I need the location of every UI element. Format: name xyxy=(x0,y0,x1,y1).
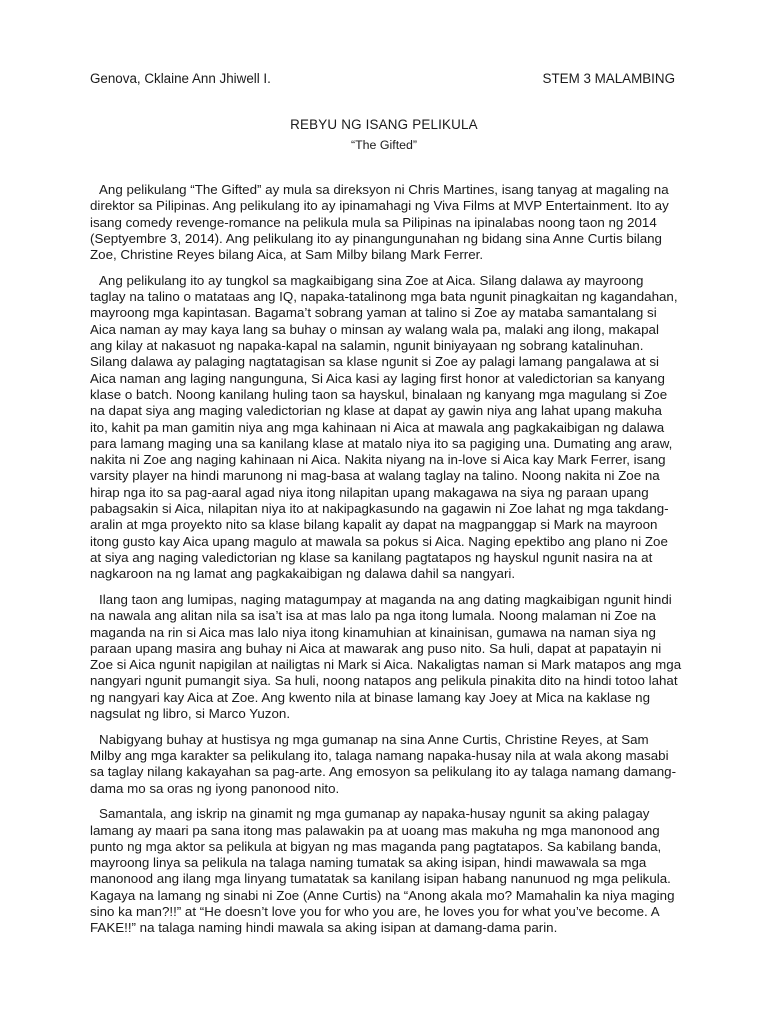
document-header xyxy=(90,71,675,87)
paragraph-script: Samantala, ang iskrip na ginamit ng mga gumanap ay napaka-husay ngunit sa aking palagay lamang ay maari pa sana itong mas palawakin pa at uoang mas makuha ng mga manonood ang punto ng mga aktor sa pelikula at bigyan ng mas maganda pang pagtatapos. Sa kabilang banda, mayroong linya sa pelikula na talaga naming tumatak sa aking isipan, hindi mawawala sa mga manonood ang ilang mga linyang tumatatak sa kanilang isipan habang nanunuod ng mga pelikula. Kagaya na lamang ng sinabi ni Zoe (Anne Curtis) na “Anong akala mo? Mamahalin ka niya maging sino ka man?!!” at “He doesn’t love you for who you are, he loves you for what you’ve become. A FAKE!!” na talaga naming hindi mawala sa aking isipan at damang-dama parin. xyxy=(90,806,675,936)
paragraph-plot: Ang pelikulang ito ay tungkol sa magkaibigang sina Zoe at Aica. Silang dalawa ay mayroong taglay na talino o matataas ang IQ, napaka-tatalinong mga bata ngunit pinagkaitan ng kagandahan, mayroong mga kapintasan. Bagama’t sobrang yaman at talino si Zoe ay mataba samantalang si Aica naman ay may kaya lang sa buhay o minsan ay walang wala pa, malaki ang ilong, makapal ang kilay at nakasuot ng napaka-kapal na salamin, ngunit biniyayaan ng sobrang katalinuhan. Silang dalawa ay palaging nagtatagisan sa klase ngunit si Zoe ay palagi lamang pangalawa at si Aica naman ang laging nangunguna, Si Aica kasi ay laging first honor at valedictorian sa kanyang klase o batch. Noong kanilang huling taon sa hayskul, binalaan ng kanyang mga magulang si Zoe na dapat siya ang maging valedictorian ng klase at dapat ay gawin niya ang lahat upang makuha ito, kahit pa man gamitin niya ang mga kahinaan ni Aica at mawala ang pagkakaibigan ng dalawa para lamang maging una sa kanilang klase at matalo niya ito sa pagiging una. Dumating ang araw, nakita ni Zoe ang naging kahinaan ni Aica. Nakita niyang na in-love si Aica kay Mark Ferrer, isang varsity player na hindi marunong ni mag-basa at walang taglay na talino. Noong nakita ni Zoe na hirap nga ito sa pag-aaral agad niya itong nilapitan upang makagawa na siya ng paraan upang pabagsakin si Aica, nilapitan niya ito at nakipagkasundo na gagawin ni Zoe lahat ng mga takdang-aralin at mga proyekto nito sa klase bilang kapalit ay dapat na magpanggap si Mark na mayroon itong gusto kay Aica upang magulo at mawala sa pokus si Aica. Naging epektibo ang plano ni Zoe at siya ang naging valedictorian ng klase sa kanilang pagtatapos ng hayskul ngunit nasira na at nagkaroon na ng lamat ang pagkakaibigan ng dalawa dahil sa nangyari. xyxy=(90,272,678,582)
author-name: Genova, Cklaine Ann Jhiwell I. xyxy=(90,71,271,86)
paragraph-ending: Ilang taon ang lumipas, naging matagumpay at maganda na ang dating magkaibigan ngunit hindi na nawala ang alitan nila sa isa’t isa at mas lalo pa nga itong lumala. Noong malaman ni Zoe na maganda na rin si Aica mas lalo niya itong kinamuhian at kinainisan, gumawa na naman siya ng paraan upang masira ang buhay ni Aica at mawarak ang puso nito. Sa huli, dapat at papatayin ni Zoe si Aica ngunit napigilan at nailigtas ni Mark si Aica. Nakaligtas naman si Mark matapos ang mga nangyari ngunit pumangit siya. Sa huli, noong natapos ang pelikula pinakita dito na hindi totoo lahat ng nangyari kay Aica at Zoe. Ang kwento nila at binase lamang kay Joey at Mica na kaklase ng nagsulat ng libro, si Marco Yuzon. xyxy=(90,591,682,721)
paragraph-acting: Nabigyang buhay at hustisya ng mga gumanap na sina Anne Curtis, Christine Reyes, at Sam Milby ang mga karakter sa pelikulang ito, talaga namang napaka-husay nila at wala akong masabi sa taglay nilang kakayahan sa pag-arte. Ang emosyon sa pelikulang ito ay talaga namang damang-dama mo sa oras ng iyong panonood nito. xyxy=(90,731,677,796)
movie-title: “The Gifted” xyxy=(350,138,418,152)
review-body xyxy=(90,182,682,946)
paragraph-introduction: Ang pelikulang “The Gifted” ay mula sa direksyon ni Chris Martines, isang tanyag at magaling na direktor sa Pilipinas. Ang pelikulang ito ay ipinamahagi ng Viva Films at MVP Entertainment. Ito ay isang comedy revenge-romance na pelikula mula sa Pilipinas na ipinalabas noong taon ng 2014 (Septyembre 3, 2014). Ang pelikulang ito ay pinangungunahan ng bidang sina Anne Curtis bilang Zoe, Christine Reyes bilang Aica, at Sam Milby bilang Mark Ferrer. xyxy=(90,182,669,263)
document-title: REBYU NG ISANG PELIKULA xyxy=(290,117,478,132)
class-section: STEM 3 MALAMBING xyxy=(542,71,675,86)
